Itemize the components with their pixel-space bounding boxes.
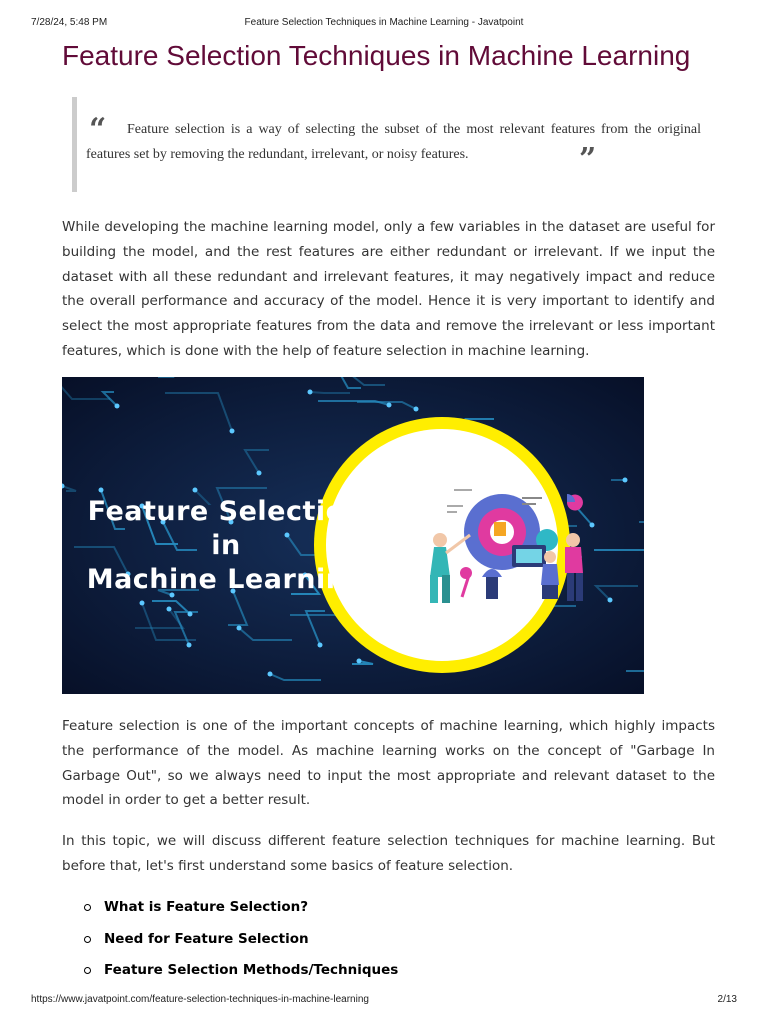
list-item xyxy=(84,959,398,991)
topic-paragraph: In this topic, we will discuss different feature selection techniques for machine learning. But before that, let's first understand some basics of feature selection. xyxy=(62,833,715,874)
page-url: https://www.javatpoint.com/feature-selection-techniques-in-machine-learning xyxy=(31,994,369,1005)
page-number: 2/13 xyxy=(717,994,737,1005)
print-document-title: Feature Selection Techniques in Machine Learning - Javatpoint xyxy=(244,17,524,28)
quote-open-mark: “ xyxy=(89,112,107,147)
quote-text: Feature selection is a way of selecting the subset of the most relevant features from the original features set by removing the redundant, irrelevant, or noisy features. xyxy=(86,122,701,162)
list-item xyxy=(84,896,398,928)
banner-title-line-2: in xyxy=(211,530,241,561)
print-header xyxy=(0,17,768,31)
circle-bullet-icon xyxy=(84,967,91,974)
list-item xyxy=(84,928,398,960)
circle-bullet-icon xyxy=(84,936,91,943)
print-datetime: 7/28/24, 5:48 PM xyxy=(31,17,108,28)
concept-paragraph: Feature selection is one of the important concepts of machine learning, which highly impacts the performance of the model. As machine learning works on the concept of "Garbage In Garbage Out", so we always need to input the most appropriate and relevant dataset to the model in order to get a better result. xyxy=(62,718,715,809)
page-title: Feature Selection Techniques in Machine Learning xyxy=(62,40,691,71)
topic-label: Need for Feature Selection xyxy=(104,930,309,947)
intro-paragraph: While developing the machine learning model, only a few variables in the dataset are useful for building the model, and the rest features are either redundant or irrelevant. If we input the dataset with all these redundant and irrelevant features, it may negatively impact and reduce the overall performance and accuracy of the model. Hence it is very important to identify and select the most appropriate features from the data and remove the irrelevant or less important features, which is done with the help of feature selection in machine learning. xyxy=(62,219,715,359)
definition-quote xyxy=(72,97,700,192)
banner-title-line-3: Machine Learning xyxy=(86,564,366,595)
topic-label: What is Feature Selection? xyxy=(104,899,309,915)
banner-title-line-1: Feature Selection xyxy=(87,496,365,527)
topics-list xyxy=(84,896,398,991)
circle-bullet-icon xyxy=(84,904,91,911)
topic-label: Feature Selection Methods/Techniques xyxy=(104,962,399,978)
feature-selection-banner-image xyxy=(62,377,644,694)
quote-close-mark: ” xyxy=(579,142,597,177)
